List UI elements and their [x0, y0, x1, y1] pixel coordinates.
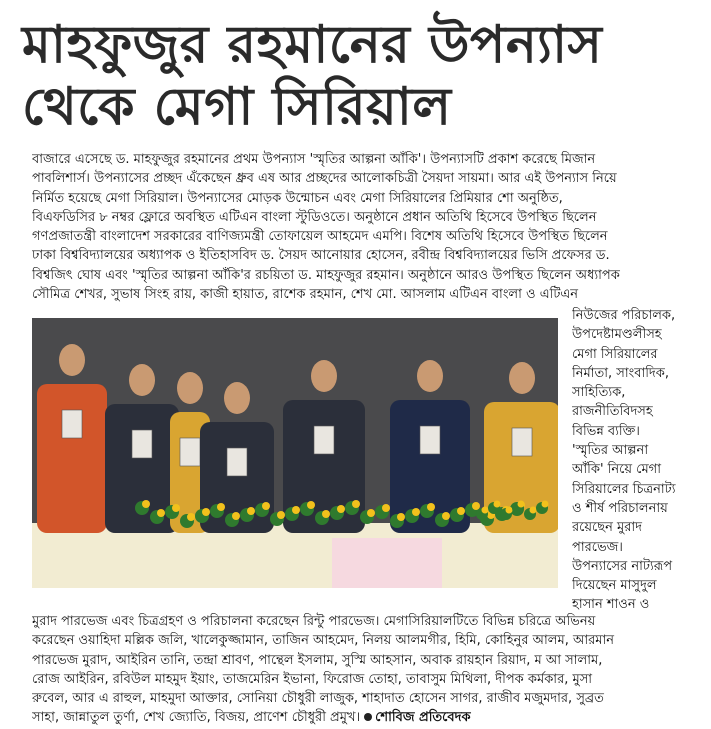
flower-bloom: [322, 510, 330, 518]
article-body-top: [32, 150, 694, 304]
side-line: উপদেষ্টামণ্ডলীসহ: [572, 327, 662, 343]
body-line: গণপ্রজাতন্ত্রী বাংলাদেশ সরকারের বাণিজ্যমন্ত্রী তোফায়েল আহমেদ এমপি। বিশেষ অতিথি হিসেবে উপস্থিত ছিলেন: [32, 229, 608, 245]
flower-bloom: [247, 507, 255, 515]
flower-bloom: [232, 512, 240, 520]
flower-bloom: [307, 501, 315, 509]
flower-bloom: [382, 504, 390, 512]
flower-bloom: [442, 512, 450, 520]
flower-bloom: [367, 509, 375, 517]
flower-bloom: [506, 507, 513, 514]
headline-line-2: থেকে মেগা সিরিয়াল: [22, 77, 452, 137]
last-line-text: সাহা, জান্নাতুল তুর্ণা, শেখ জ্যোতি, বিজয়, প্রাণেশ চৌধুরী প্রমুখ।: [32, 710, 361, 726]
body-line: বাজারে এসেছে ড. মাহফুজুর রহমানের প্রথম উপন্যাস 'স্মৃতির আল্পনা আঁকি'। উপন্যাসটি প্রকাশ করেছে মিজান: [32, 152, 596, 167]
photo-logo-card: [332, 538, 442, 588]
flower-bloom: [172, 504, 180, 512]
side-line: পারভেজ।: [572, 539, 623, 555]
side-line: আঁকি' নিয়ে মেগা: [572, 462, 661, 478]
side-line: সাহিত্যিক,: [572, 385, 626, 401]
flower-bloom: [472, 502, 480, 510]
body-line: মুরাদ পারভেজ এবং চিত্রগ্রহণ ও পরিচালনা করেছেন রিন্টু পারভেজ। মেগাসিরিয়ালটিতে বিভিন্ন চরিত্রে অভিনয়: [32, 614, 596, 629]
flower-bloom: [397, 513, 405, 521]
flower-bloom: [412, 508, 420, 516]
flower-bloom: [352, 500, 360, 508]
side-line: 'স্মৃতির আল্পনা: [572, 443, 649, 459]
flower-bloom: [482, 507, 489, 514]
side-line: বিভিন্ন ব্যক্তি।: [572, 423, 640, 439]
side-line: হাসান শাওন ও: [572, 597, 650, 613]
body-line: রুবেল, আর এ রাহুল, মাহমুদা আক্তার, সোনিয়া চৌধুরী লাজুক, শাহাদাত হোসেন সাগর, রাজীব মজুমদার, সুব্রত: [32, 691, 604, 707]
body-line: বিএফডিসির ৮ নম্বর ফ্লোরে অবস্থিত এটিএন বাংলা স্টুডিওতে। অনুষ্ঠানে প্রধান অতিথি হিসেবে উপস্থিত ছিলেন: [32, 209, 597, 225]
article-side-column: [572, 306, 704, 615]
side-line: নিউজের পরিচালক,: [572, 308, 676, 323]
flower-bloom: [530, 507, 537, 514]
body-line: সৌমিত্র শেখর, সুভাষ সিংহ রায়, কাজী হায়াত, রাশেক রহমান, শেখ মো. আসলাম এটিএন বাংলা ও এটিএন: [32, 287, 579, 303]
byline-bullet-icon: [364, 713, 372, 721]
body-line: রোজ আইরিন, রবিউল মাহমুদ ইয়াং, তাজমেরিন ইভানা, ফিরোজ তোহা, তাবাসুম মিথিলা, দীপক কর্মকার, মুসা: [32, 671, 593, 687]
headline-line-1: মাহফুজুর রহমানের উপন্যাস: [22, 15, 603, 75]
flower-bloom: [292, 506, 300, 514]
flower-bloom: [142, 500, 150, 508]
side-line: রয়েছেন মুরাদ: [572, 520, 642, 536]
news-photo: [32, 318, 558, 588]
body-line-last: [32, 708, 694, 727]
flower-bloom: [542, 501, 549, 508]
photo-illustration: [32, 318, 558, 588]
side-line: সিরিয়ালের চিত্রনাট্য: [572, 481, 676, 497]
flower-bloom: [518, 501, 525, 508]
side-line: ও শীর্ষ পরিচালনায়: [572, 500, 668, 516]
flower-bloom: [187, 513, 195, 521]
flower-bloom: [157, 509, 165, 517]
headline: [22, 14, 702, 138]
body-line: ঢাকা বিশ্ববিদ্যালয়ের অধ্যাপক ও ইতিহাসবিদ ড. সৈয়দ আনোয়ার হোসেন, রবীন্দ্র বিশ্ববিদ্যালয়ের ভিসি প্রফেসর ড.: [32, 248, 610, 264]
side-line: নির্মাতা, সাংবাদিক,: [572, 365, 669, 381]
side-line: মেগা সিরিয়ালের: [572, 346, 658, 362]
side-line: উপন্যাসের নাট্যরূপ: [572, 558, 673, 574]
flower-bloom: [202, 508, 210, 516]
body-line: করেছেন ওয়াহিদা মল্লিক জলি, খালেকুজ্জামান, তাজিন আহমেদ, নিলয় আলমগীর, হিমি, কোহিনুর আলম, আরমান: [32, 633, 615, 649]
flower-bloom: [427, 503, 435, 511]
flower-bloom: [457, 507, 465, 515]
article-body-bottom: [32, 612, 694, 728]
flower-bloom: [494, 501, 501, 508]
body-line: বিশ্বজিৎ ঘোষ এবং 'স্মৃতির আল্পনা আঁকি'র রচয়িতা ড. মাহফুজুর রহমান। অনুষ্ঠানে আরও উপস্থিত ছিলেন অধ্যাপক: [32, 267, 620, 283]
flower-bloom: [217, 503, 225, 511]
body-line: নির্মিত হয়েছে মেগা সিরিয়াল। উপন্যাসের মোড়ক উন্মোচন এবং মেগা সিরিয়ালের প্রিমিয়ার শো অনুষ্ঠিত,: [32, 190, 563, 206]
body-line: পাবলিশার্স। উপন্যাসের প্রচ্ছদ এঁকেছেন ধ্রুব এষ আর প্রচ্ছদের আলোকচিত্রী সৈয়দা সায়মা। আর এই উপন্যাস নিয়ে: [32, 171, 617, 187]
body-line: পারভেজ মুরাদ, আইরিন তানি, তন্দ্রা শ্রাবণ, পান্থেল ইসলাম, সুস্মি আহসান, অবাক রায়হান রিয়াদ, ম আ সালাম,: [32, 652, 603, 668]
flower-bloom: [337, 505, 345, 513]
side-line: দিয়েছেন মাসুদুল: [572, 578, 657, 594]
flower-bloom: [277, 511, 285, 519]
flower-bloom: [262, 502, 270, 510]
byline: শোবিজ প্রতিবেদক: [375, 710, 471, 726]
side-line: রাজনীতিবিদসহ: [572, 404, 653, 420]
